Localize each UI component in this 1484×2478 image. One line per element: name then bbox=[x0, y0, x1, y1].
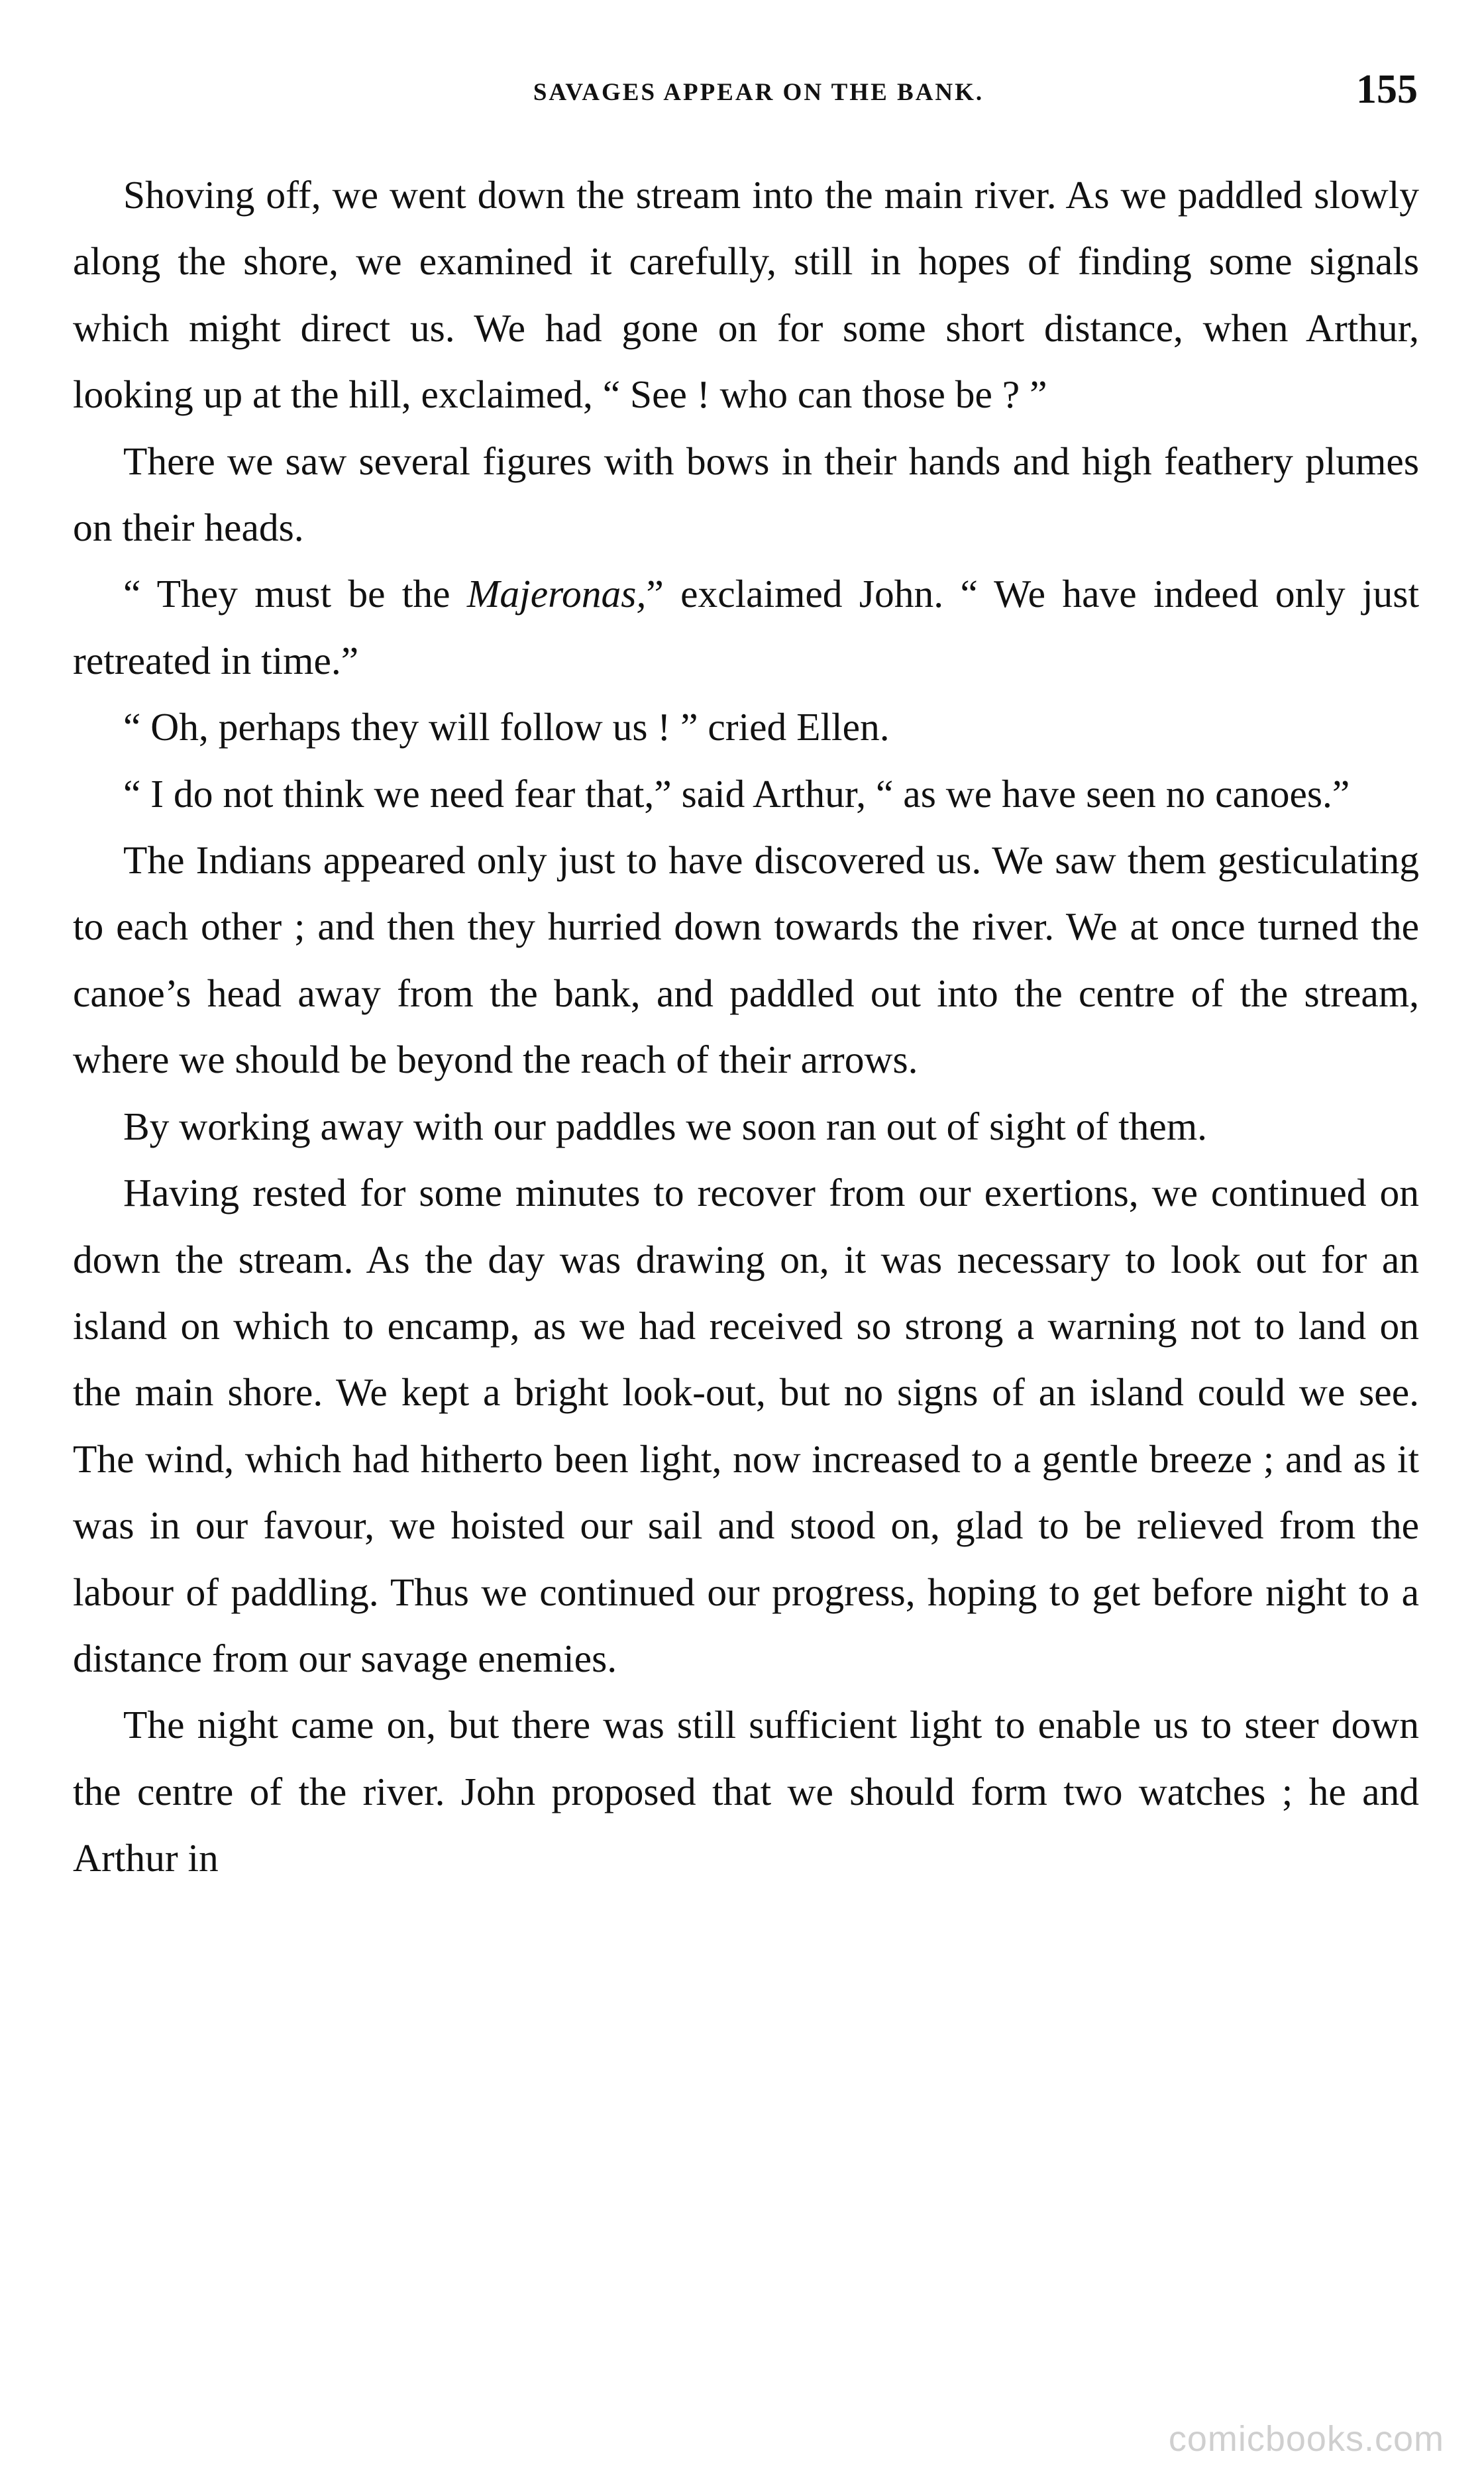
paragraph bbox=[73, 561, 1419, 694]
page-number: 155 bbox=[1356, 67, 1418, 112]
text-run: There we saw several figures with bows in their hands and high feathery plumes on their heads. bbox=[73, 439, 1419, 550]
paragraph bbox=[73, 761, 1419, 827]
paragraph bbox=[73, 694, 1419, 760]
text-run: The Indians appeared only just to have discovered us. We saw them gesticulating to each other ; and then they hurried down towards the river. We at once turned the canoe’s head away from the bank, and paddled out into the centre of the stream, where we should be beyond the reach of their arrows. bbox=[73, 838, 1419, 1082]
paragraph bbox=[73, 162, 1419, 428]
running-head bbox=[73, 66, 1418, 119]
text-run: “ I do not think we need fear that,” said Arthur, “ as we have seen no canoes.” bbox=[123, 771, 1350, 816]
text-run: “ Oh, perhaps they will follow us ! ” cried Ellen. bbox=[123, 705, 890, 749]
text-run: The night came on, but there was still sufficient light to enable us to steer down the centre of the river. John proposed that we should form two watches ; he and Arthur in bbox=[73, 1703, 1419, 1880]
text-run: Shoving off, we went down the stream into the main river. As we paddled slowly along the shore, we examined it carefully, still in hopes of finding some signals which might direct us. We had gone on for some short distance, when Arthur, looking up at the hill, exclaimed, “ See ! who can those be ? ” bbox=[73, 173, 1419, 417]
paragraph bbox=[73, 1093, 1419, 1159]
running-title: SAVAGES APPEAR ON THE BANK. bbox=[533, 79, 984, 106]
text-run: By working away with our paddles we soon ran out of sight of them. bbox=[123, 1104, 1207, 1148]
italic-name: Majeronas, bbox=[466, 572, 647, 616]
text-run: “ They must be the bbox=[123, 572, 467, 616]
text-run: Having rested for some minutes to recover from our exertions, we continued on down the stream. As the day was drawing on, it was necessary to look out for an island on which to encamp, as we had received so strong a warning not to land on the main shore. We kept a bright look-out, but no signs of an island could we see. The wind, which had hitherto been light, now increased to a gentle breeze ; and as it was in our favour, we hoisted our sail and stood on, glad to be relieved from the labour of paddling. Thus we continued our progress, hoping to get before night to a distance from our savage enemies. bbox=[73, 1171, 1419, 1680]
paragraph bbox=[73, 1692, 1419, 1891]
paragraph bbox=[73, 827, 1419, 1093]
body-text bbox=[73, 162, 1419, 1892]
paragraph bbox=[73, 1159, 1419, 1692]
paragraph bbox=[73, 428, 1419, 561]
text-run: ” exclaimed John. “ We have indeed only just retreated in time.” bbox=[73, 572, 1419, 682]
watermark: comicbooks.com bbox=[1168, 2419, 1444, 2459]
